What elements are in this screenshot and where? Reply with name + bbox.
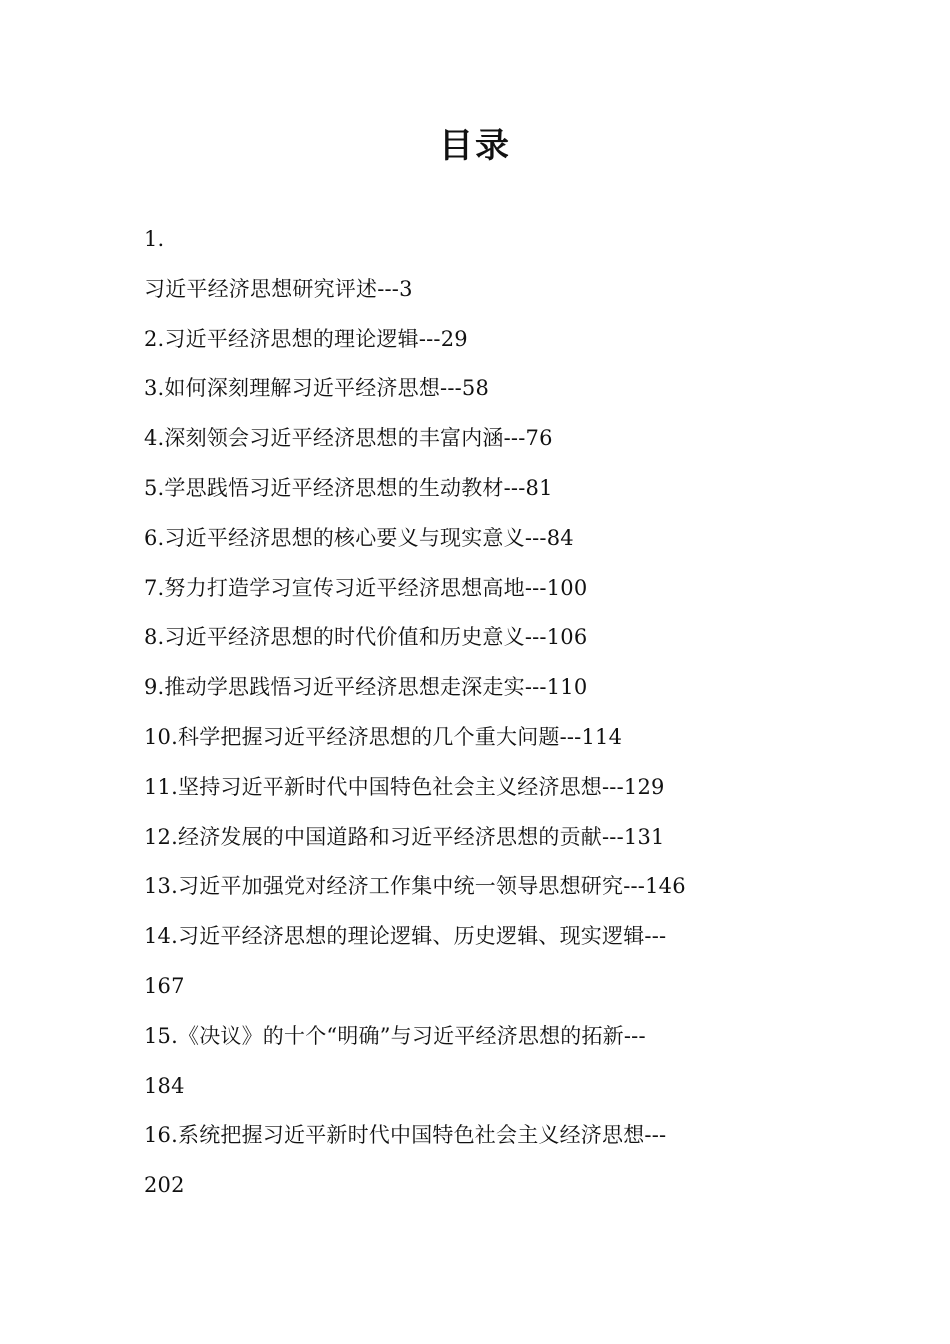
toc-line: 167 (144, 973, 185, 998)
toc-line: 5.学思践悟习近平经济思想的生动教材---81 (144, 475, 553, 500)
toc-line: 14.习近平经济思想的理论逻辑、历史逻辑、现实逻辑--- (144, 924, 667, 949)
toc-line: 13.习近平加强党对经济工作集中统一领导思想研究---146 (144, 874, 686, 899)
toc-line: 184 (144, 1073, 185, 1098)
page-title: 目录 (439, 126, 511, 166)
toc-line: 3.如何深刻理解习近平经济思想---58 (144, 376, 490, 401)
toc-line: 10.科学把握习近平经济思想的几个重大问题---114 (144, 724, 623, 749)
toc-line: 2.习近平经济思想的理论逻辑---29 (144, 326, 468, 351)
toc-line: 15.《决议》的十个“明确”与习近平经济思想的拓新--- (144, 1023, 646, 1048)
toc-line: 1. (144, 227, 165, 251)
toc-line: 4.深刻领会习近平经济思想的丰富内涵---76 (144, 426, 553, 451)
toc-line: 习近平经济思想研究评述---3 (144, 276, 413, 301)
toc-line: 202 (144, 1173, 185, 1198)
toc-line: 7.努力打造学习宣传习近平经济思想高地---100 (144, 575, 588, 600)
toc-line: 9.推动学思践悟习近平经济思想走深走实---110 (144, 675, 588, 700)
toc-line: 16.系统把握习近平新时代中国特色社会主义经济思想--- (144, 1123, 667, 1148)
table-of-contents (144, 222, 824, 1218)
toc-line: 6.习近平经济思想的核心要义与现实意义---84 (144, 525, 574, 550)
toc-line: 11.坚持习近平新时代中国特色社会主义经济思想---129 (144, 774, 665, 799)
toc-line: 8.习近平经济思想的时代价值和历史意义---106 (144, 625, 588, 650)
toc-line: 12.经济发展的中国道路和习近平经济思想的贡献---131 (144, 824, 665, 849)
